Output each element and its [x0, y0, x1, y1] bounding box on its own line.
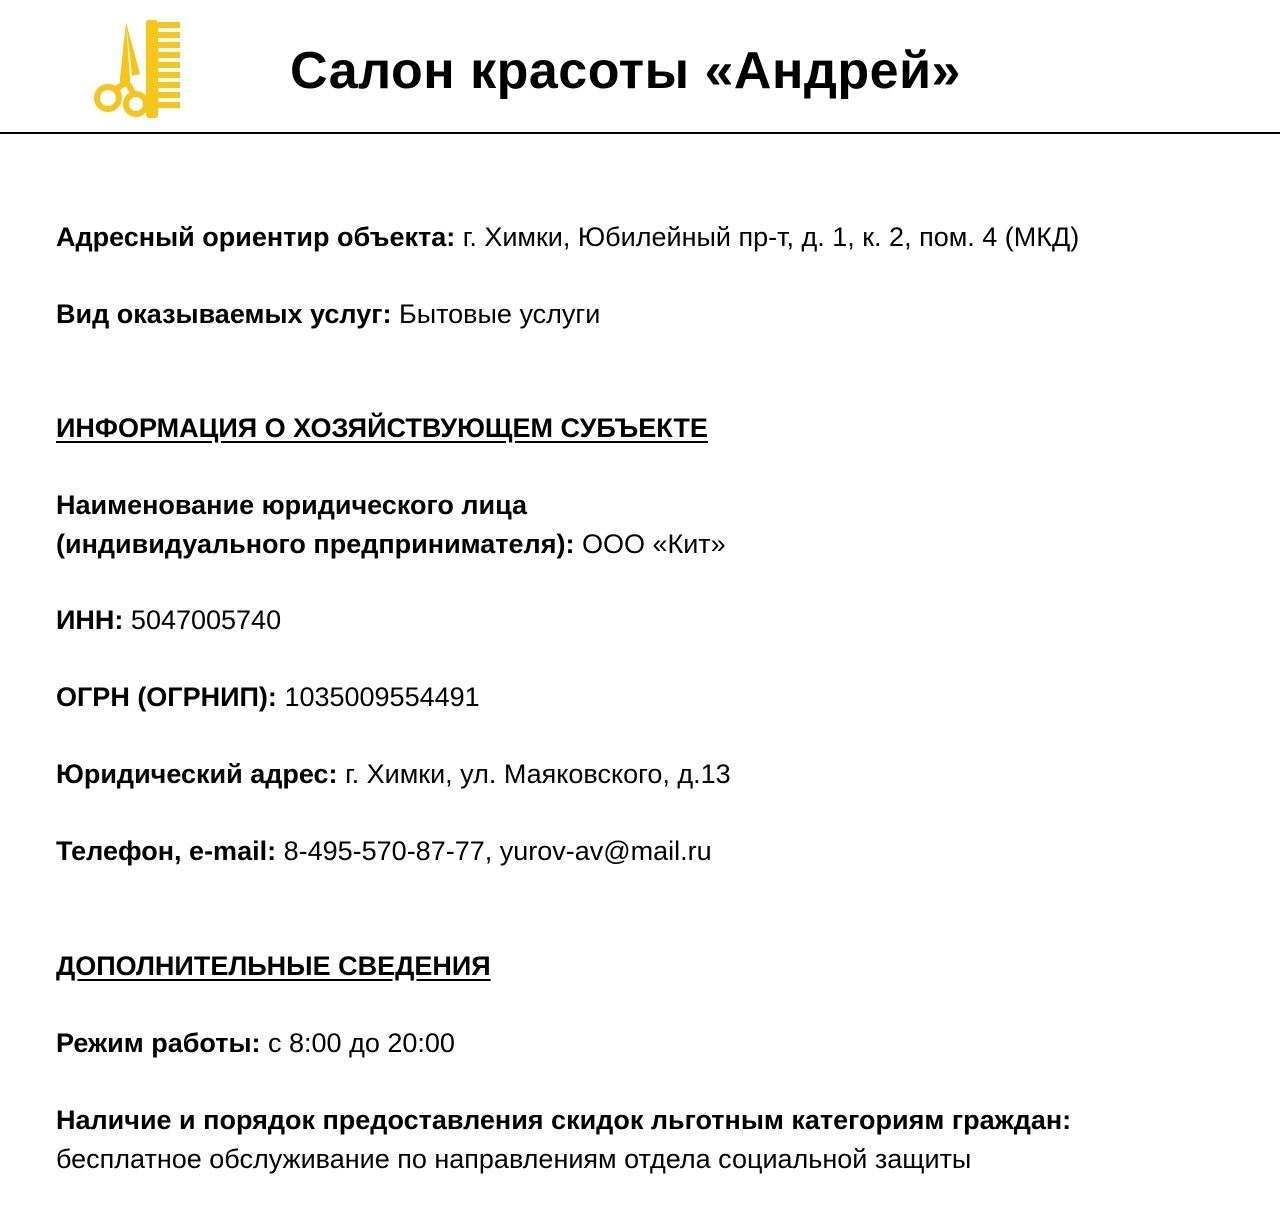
discounts-label: Наличие и порядок предоставления скидок льготным категориям граждан: [56, 1105, 1072, 1135]
address-landmark-row [56, 218, 1079, 256]
legal-address-value: г. Химки, ул. Маяковского, д.13 [345, 759, 731, 789]
ogrn-row [56, 678, 480, 716]
page-title: Салон красоты «Андрей» [290, 42, 961, 100]
address-landmark-value: г. Химки, Юбилейный пр-т, д. 1, к. 2, пом. 4 (МКД) [462, 222, 1080, 252]
hours-value: с 8:00 до 20:00 [268, 1028, 455, 1058]
contacts-label: Телефон, e-mail: [56, 836, 277, 866]
entity-name-row [56, 525, 726, 563]
ogrn-value: 1035009554491 [284, 682, 480, 712]
entity-name-label-1: Наименование юридического лица [56, 490, 528, 520]
service-type-value: Бытовые услуги [398, 299, 601, 329]
discounts-value: бесплатное обслуживание по направлениям отдела социальной защиты [56, 1144, 972, 1174]
contacts-row [56, 832, 712, 870]
comb-scissors-icon [90, 18, 184, 122]
service-type-label: Вид оказываемых услуг: [56, 299, 392, 329]
page-header [0, 0, 1280, 134]
inn-row [56, 601, 281, 639]
service-type-row [56, 295, 600, 333]
contacts-value: 8-495-570-87-77, yurov-av@mail.ru [283, 836, 712, 866]
inn-value: 5047005740 [130, 605, 282, 635]
hours-row [56, 1024, 455, 1062]
entity-name-value: ООО «Кит» [581, 529, 726, 559]
ogrn-label: ОГРН (ОГРНИП): [56, 682, 277, 712]
entity-name-label-2: (индивидуального предпринимателя): [56, 529, 575, 559]
inn-label: ИНН: [56, 605, 124, 635]
entity-section-heading: ИНФОРМАЦИЯ О ХОЗЯЙСТВУЮЩЕМ СУБЪЕКТЕ [56, 413, 708, 443]
legal-address-label: Юридический адрес: [56, 759, 338, 789]
address-landmark-label: Адресный ориентир объекта: [56, 222, 456, 252]
legal-address-row [56, 755, 731, 793]
hours-label: Режим работы: [56, 1028, 261, 1058]
discounts-label-row [56, 1101, 1071, 1139]
discounts-value-row [56, 1140, 971, 1178]
extra-section-heading: ДОПОЛНИТЕЛЬНЫЕ СВЕДЕНИЯ [56, 951, 491, 981]
entity-name-label-line1 [56, 486, 527, 524]
